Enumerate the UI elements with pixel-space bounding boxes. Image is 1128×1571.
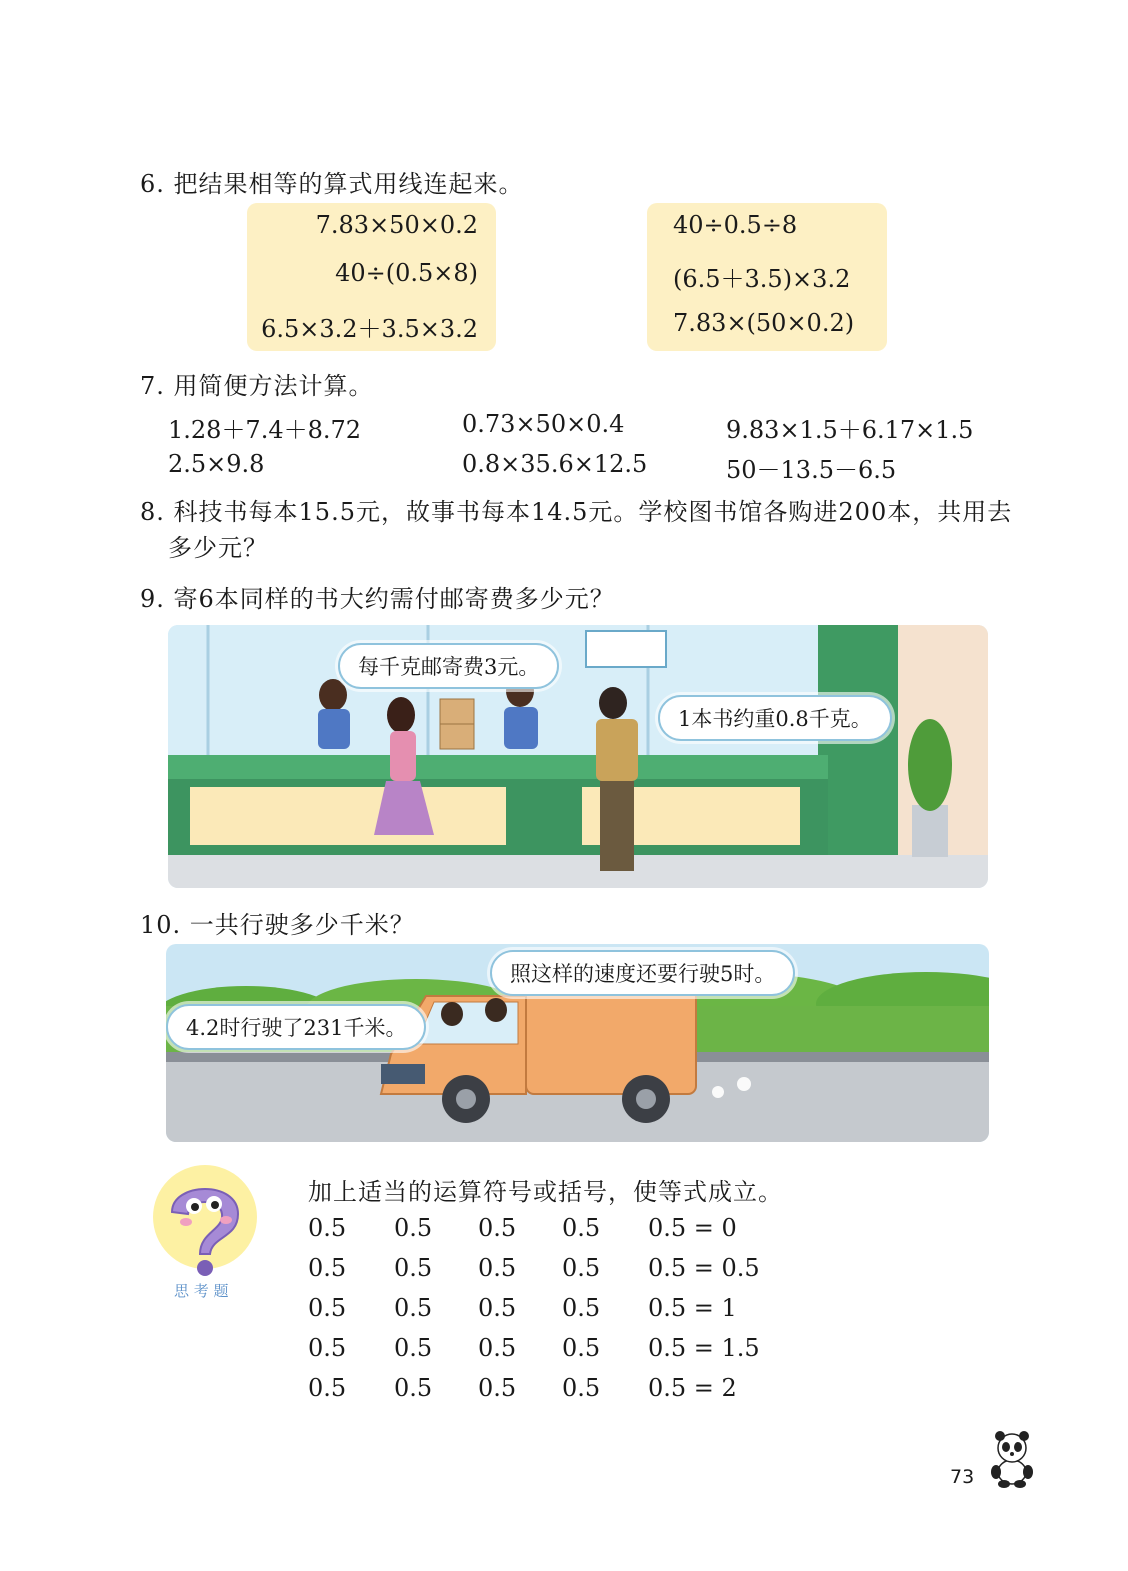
q10-title: 10. 一共行驶多少千米？: [140, 911, 415, 939]
q7-title: 7. 用简便方法计算。: [140, 372, 374, 400]
operand: 0.5: [562, 1254, 601, 1282]
question-mark-mascot-icon: [150, 1162, 260, 1282]
panda-icon: [986, 1428, 1038, 1488]
operand: 0.5: [478, 1254, 517, 1282]
truck-illustration: [166, 944, 989, 1142]
thinking-mascot: [150, 1162, 260, 1302]
operand: 0.5: [394, 1294, 433, 1322]
post-office-scene: [168, 625, 988, 888]
q6-left-expr: 7.83×50×0.2: [315, 211, 478, 239]
operand: 0.5: [394, 1374, 433, 1402]
q9-title: 9. 寄6本同样的书大约需付邮寄费多少元？: [140, 585, 615, 613]
operand: 0.5: [394, 1254, 433, 1282]
thinking-equations: [308, 1214, 768, 1414]
operand: 0.5: [308, 1334, 347, 1362]
equation-result: 0.5 = 0.5: [648, 1254, 760, 1282]
q7-expr: 2.5×9.8: [168, 450, 265, 478]
q6-right-expr: (6.5＋3.5)×3.2: [673, 265, 851, 293]
operand: 0.5: [562, 1214, 601, 1242]
speech-bubble: 1本书约重0.8千克。: [658, 695, 892, 741]
operand: 0.5: [478, 1214, 517, 1242]
q8-line1: 8. 科技书每本15.5元，故事书每本14.5元。学校图书馆各购进200本，共用去: [140, 498, 1013, 526]
speech-bubble: 照这样的速度还要行驶5时。: [490, 950, 795, 996]
operand: 0.5: [478, 1374, 517, 1402]
operand: 0.5: [308, 1254, 347, 1282]
page-number: 73: [950, 1466, 975, 1488]
operand: 0.5: [308, 1374, 347, 1402]
equation-result: 0.5 = 2: [648, 1374, 737, 1402]
operand: 0.5: [562, 1334, 601, 1362]
equation-result: 0.5 = 0: [648, 1214, 737, 1242]
equation-result: 0.5 = 1.5: [648, 1334, 760, 1362]
q6-left-box: [247, 203, 496, 351]
q8-line2: 多少元？: [168, 534, 268, 562]
operand: 0.5: [478, 1294, 517, 1322]
q7-expr: 9.83×1.5＋6.17×1.5: [726, 416, 974, 444]
operand: 0.5: [394, 1334, 433, 1362]
thinking-instruction: 加上适当的运算符号或括号，使等式成立。: [308, 1178, 783, 1206]
thinking-badge: 思 考 题: [174, 1282, 229, 1300]
post-office-illustration: [168, 625, 988, 888]
q7-expr: 50－13.5－6.5: [726, 456, 897, 484]
operand: 0.5: [562, 1374, 601, 1402]
operand: 0.5: [308, 1214, 347, 1242]
speech-bubble: 每千克邮寄费3元。: [338, 643, 559, 689]
q6-right-expr: 7.83×(50×0.2): [673, 309, 855, 337]
q6-title: 6. 把结果相等的算式用线连起来。: [140, 170, 524, 198]
q7-expr: 0.73×50×0.4: [462, 410, 625, 438]
operand: 0.5: [478, 1334, 517, 1362]
q6-left-expr: 40÷(0.5×8): [335, 259, 478, 287]
q7-expr: 1.28＋7.4＋8.72: [168, 416, 362, 444]
operand: 0.5: [562, 1294, 601, 1322]
operand: 0.5: [394, 1214, 433, 1242]
equation-result: 0.5 = 1: [648, 1294, 737, 1322]
q6-right-box: [647, 203, 887, 351]
panda-mascot: [986, 1428, 1038, 1488]
q6-left-expr: 6.5×3.2＋3.5×3.2: [261, 315, 478, 343]
q7-expr: 0.8×35.6×12.5: [462, 450, 648, 478]
speech-bubble: 4.2时行驶了231千米。: [166, 1004, 426, 1050]
operand: 0.5: [308, 1294, 347, 1322]
q6-right-expr: 40÷0.5÷8: [673, 211, 798, 239]
